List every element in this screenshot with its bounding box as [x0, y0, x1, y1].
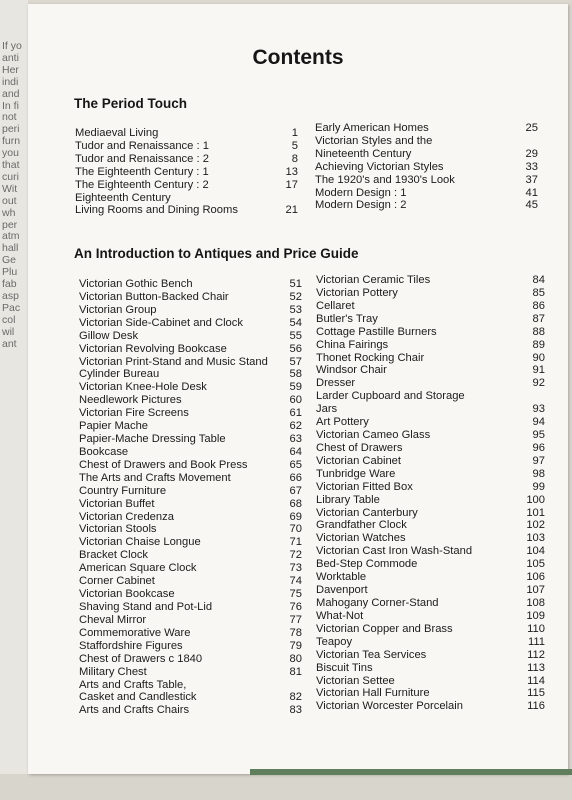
toc-entry-title: Eighteenth Century — [75, 191, 171, 204]
facing-page-text-fragment: In fi — [2, 99, 19, 112]
toc-entry-title: Victorian Styles and the — [315, 134, 433, 147]
toc-entry-page-number: 82 — [289, 691, 302, 704]
toc-entry-title: Biscuit Tins — [316, 661, 373, 674]
toc-entry-page-number: 66 — [289, 471, 302, 484]
toc-entry-title: Victorian Canterbury — [316, 506, 418, 519]
cover-edge — [250, 769, 572, 775]
toc-entry-title: Corner Cabinet — [79, 575, 155, 588]
toc-entry-title: Victorian Watches — [316, 532, 406, 545]
toc-entry-page-number: 106 — [526, 571, 545, 584]
facing-page-text-fragment: fab — [2, 278, 17, 290]
facing-page-text-fragment: indi — [2, 75, 19, 88]
facing-page-text-fragment: per — [2, 218, 18, 231]
toc-entry-title: Nineteenth Century — [315, 147, 412, 160]
toc-entry-title: Needlework Pictures — [79, 394, 182, 407]
toc-entry-page-number: 94 — [532, 416, 545, 429]
facing-page-text-fragment: ant — [2, 337, 17, 350]
toc-entry-title: Modern Design : 2 — [315, 199, 407, 212]
toc-entry-title: China Fairings — [316, 338, 389, 351]
toc-entry-page-number: 56 — [289, 342, 302, 355]
toc-entry-page-number: 69 — [289, 510, 302, 523]
toc-entry-title: Country Furniture — [79, 484, 167, 497]
toc-entry-title: Arts and Crafts Chairs — [79, 704, 190, 717]
toc-entry-page-number: 51 — [289, 278, 302, 290]
toc-entry-title: Davenport — [316, 584, 368, 597]
toc-entry-title: Teapoy — [316, 635, 353, 648]
toc-entry-title: Victorian Pottery — [316, 286, 398, 299]
toc-entry-title: Victorian Fire Screens — [79, 407, 189, 420]
toc-entry-page-number: 65 — [289, 458, 302, 471]
toc-entry-title: Thonet Rocking Chair — [316, 351, 425, 364]
toc-entry-title: Victorian Print-Stand and Music Stand — [79, 355, 268, 368]
toc-entry-page-number: 85 — [532, 286, 545, 299]
toc-entry-page-number: 74 — [289, 575, 302, 588]
toc-entry-page-number: 86 — [532, 299, 545, 312]
toc-entry-title: Papier Mache — [79, 420, 149, 433]
toc-entry-page-number: 110 — [527, 622, 545, 635]
toc-entry-title: Windsor Chair — [316, 364, 387, 377]
toc-entry-title: Victorian Side-Cabinet and Clock — [79, 316, 243, 329]
toc-entry-title: Chest of Drawers c 1840 — [79, 652, 203, 665]
facing-page-text-fragment: not — [2, 111, 17, 124]
section-heading-antiques: An Introduction to Antiques and Price Guide — [74, 246, 359, 261]
toc-entry-page-number: 93 — [532, 403, 545, 416]
toc-entry-page-number: 102 — [526, 519, 545, 532]
toc-entry-page-number: 77 — [289, 613, 302, 626]
toc-entry-page-number: 60 — [289, 394, 302, 407]
toc-entry-title: Gillow Desk — [79, 329, 139, 342]
toc-entry-title: Mahogany Corner-Stand — [316, 597, 439, 609]
toc-entry-title: Victorian Cast Iron Wash-Stand — [316, 545, 473, 558]
toc-entry-title: Tudor and Renaissance : 2 — [75, 152, 209, 165]
toc-entry-title: What-Not — [316, 609, 364, 622]
toc-entry-title: Cheval Mirror — [79, 613, 147, 626]
toc-entry-page-number: 21 — [285, 204, 298, 217]
facing-page-text-fragment: peri — [2, 123, 20, 136]
facing-page-text-fragment: wil — [2, 325, 15, 338]
toc-entry-title: Victorian Revolving Bookcase — [79, 342, 227, 355]
facing-page-text-fragment: curi — [2, 170, 19, 183]
toc-entry-title: Victorian Cameo Glass — [316, 429, 431, 442]
toc-entry-page-number: 13 — [285, 165, 298, 178]
toc-entry-page-number: 33 — [525, 160, 538, 173]
toc-entry-title: Chest of Drawers and Book Press — [79, 458, 248, 471]
toc-entry-page-number: 97 — [532, 454, 545, 467]
toc-entry-title: Casket and Candlestick — [79, 691, 197, 704]
facing-page-text-fragment: anti — [2, 51, 19, 64]
toc-entry-title: Victorian Group — [79, 303, 157, 316]
toc-entry-page-number: 75 — [289, 588, 302, 601]
toc-entry-title: Modern Design : 1 — [315, 186, 407, 199]
toc-entry-title: Victorian Worcester Porcelain — [316, 700, 463, 713]
toc-entry-title: Early American Homes — [315, 122, 429, 134]
facing-page-text-fragment: Ge — [2, 254, 17, 267]
toc-entry-page-number: 99 — [532, 480, 545, 493]
toc-entry-page-number: 107 — [526, 584, 545, 597]
facing-page-text-fragment: col — [2, 313, 16, 326]
toc-entry-title: Bracket Clock — [79, 549, 149, 562]
toc-entry-title: Victorian Stools — [79, 523, 157, 536]
toc-entry-title: The Arts and Crafts Movement — [79, 471, 231, 484]
toc-entry-title: Staffordshire Figures — [79, 639, 183, 652]
toc-entry-page-number: 103 — [526, 532, 545, 545]
page-title: Contents — [252, 46, 344, 69]
toc-entry-page-number: 78 — [289, 626, 302, 639]
toc-entry-title: Achieving Victorian Styles — [315, 160, 444, 173]
toc-entry-title: Mediaeval Living — [75, 127, 159, 139]
toc-entry-page-number: 41 — [525, 186, 538, 199]
facing-page-text-fragment: you — [2, 147, 19, 160]
toc-entry-page-number: 114 — [527, 674, 545, 687]
toc-entry-page-number: 104 — [526, 545, 545, 558]
toc-entry-page-number: 109 — [526, 609, 545, 622]
toc-entry-title: Shaving Stand and Pot-Lid — [79, 601, 213, 613]
facing-page-text-fragment: Her — [2, 63, 19, 76]
background-surface — [0, 774, 572, 800]
toc-entry-title: American Square Clock — [79, 562, 197, 575]
toc-entry-title: The Eighteenth Century : 1 — [75, 165, 209, 178]
toc-entry-page-number: 71 — [289, 536, 302, 549]
toc-entry-title: Victorian Credenza — [79, 510, 174, 523]
facing-page-text-fragment: Wit — [2, 182, 18, 195]
toc-entry-page-number: 87 — [532, 312, 545, 325]
toc-entry-page-number: 115 — [527, 687, 545, 700]
toc-entry-title: Living Rooms and Dining Rooms — [75, 204, 238, 217]
toc-entry-page-number: 37 — [525, 173, 538, 186]
toc-entry-page-number: 63 — [289, 433, 302, 446]
toc-entry-page-number: 88 — [532, 325, 545, 338]
section-heading-period-touch: The Period Touch — [74, 96, 188, 111]
toc-entry-page-number: 55 — [289, 329, 302, 342]
toc-entry-title: The Eighteenth Century : 2 — [75, 178, 209, 191]
toc-entry-title: Dresser — [316, 377, 356, 390]
facing-page-text-fragment: that — [2, 159, 20, 171]
toc-entry-title: Victorian Copper and Brass — [316, 622, 453, 635]
facing-page-text-fragment: asp — [2, 289, 19, 302]
toc-entry-title: Victorian Ceramic Tiles — [316, 274, 431, 286]
toc-entry-title: Cylinder Bureau — [79, 368, 160, 381]
facing-page-text-fragment: If yo — [2, 40, 22, 52]
toc-entry-title: Chest of Drawers — [316, 441, 403, 454]
toc-entry-page-number: 101 — [526, 506, 545, 519]
toc-entry-title: Arts and Crafts Table, — [79, 678, 187, 691]
toc-entry-page-number: 61 — [289, 407, 302, 420]
toc-entry-title: Victorian Chaise Longue — [79, 536, 201, 549]
toc-entry-title: Grandfather Clock — [316, 519, 407, 532]
toc-entry-page-number: 17 — [285, 178, 298, 191]
facing-page-text-fragment: hall — [2, 242, 19, 255]
toc-entry-page-number: 113 — [527, 661, 545, 674]
toc-entry-page-number: 52 — [289, 290, 302, 303]
toc-entry-title: Bed-Step Commode — [316, 558, 418, 571]
facing-page-text-fragment: Plu — [2, 266, 18, 279]
toc-entry-page-number: 91 — [532, 364, 545, 377]
toc-entry-page-number: 111 — [527, 635, 545, 648]
toc-entry-title: Victorian Fitted Box — [316, 480, 413, 493]
toc-entry-page-number: 72 — [289, 549, 302, 562]
toc-entry-page-number: 45 — [525, 199, 538, 212]
toc-entry-page-number: 1 — [291, 127, 298, 139]
toc-entry-page-number: 76 — [289, 601, 302, 613]
toc-entry-title: Worktable — [316, 571, 367, 584]
toc-entry-title: Military Chest — [79, 665, 147, 678]
facing-page-text-fragment: atm — [2, 230, 20, 243]
toc-entry-page-number: 100 — [526, 493, 545, 506]
toc-entry-title: Cellaret — [316, 299, 355, 312]
facing-page-text-fragment: and — [2, 87, 20, 100]
toc-entry-page-number: 25 — [525, 122, 538, 134]
facing-page-text-fragment: wh — [2, 206, 16, 219]
toc-entry-page-number: 68 — [289, 497, 302, 510]
toc-entry-title: Cottage Pastille Burners — [316, 325, 437, 338]
toc-entry-page-number: 108 — [526, 597, 545, 609]
toc-entry-page-number: 116 — [527, 700, 545, 713]
toc-entry-page-number: 84 — [532, 274, 545, 286]
toc-entry-title: Victorian Gothic Bench — [79, 278, 193, 290]
toc-entry-page-number: 54 — [289, 316, 302, 329]
toc-entry-title: Victorian Knee-Hole Desk — [79, 381, 207, 394]
toc-entry-page-number: 80 — [289, 652, 302, 665]
toc-entry-title: Bookcase — [79, 445, 129, 458]
toc-entry-title: Victorian Buffet — [79, 497, 155, 510]
toc-entry-page-number: 90 — [532, 351, 545, 364]
toc-entry-page-number: 98 — [532, 467, 545, 480]
toc-entry-page-number: 8 — [291, 152, 298, 165]
toc-entry-title: Commemorative Ware — [79, 626, 191, 639]
toc-entry-title: The 1920's and 1930's Look — [315, 173, 455, 186]
toc-entry-title: Victorian Tea Services — [316, 648, 427, 661]
toc-entry-title: Art Pottery — [316, 416, 369, 429]
toc-entry-page-number: 79 — [289, 639, 302, 652]
toc-entry-title: Victorian Cabinet — [316, 454, 401, 467]
toc-entry-title: Larder Cupboard and Storage — [316, 390, 465, 403]
facing-page-text-fragment: Pac — [2, 301, 21, 314]
toc-entry-page-number: 29 — [525, 147, 538, 160]
toc-entry-page-number: 83 — [289, 704, 302, 717]
toc-entry-title: Butler's Tray — [316, 312, 378, 325]
toc-entry-page-number: 5 — [291, 139, 298, 152]
toc-entry-page-number: 59 — [289, 381, 302, 394]
facing-page-strip — [0, 0, 28, 800]
toc-entry-page-number: 96 — [532, 441, 545, 454]
toc-entry-title: Victorian Settee — [316, 674, 395, 687]
toc-entry-page-number: 62 — [289, 420, 302, 433]
toc-entry-title: Tudor and Renaissance : 1 — [75, 139, 209, 152]
toc-entry-title: Library Table — [316, 493, 380, 506]
toc-entry-page-number: 67 — [289, 484, 302, 497]
toc-entry-page-number: 89 — [532, 338, 545, 351]
toc-entry-title: Papier-Mache Dressing Table — [79, 433, 226, 446]
toc-entry-page-number: 105 — [526, 558, 545, 571]
facing-page-text-fragment: out — [2, 194, 17, 207]
toc-entry-page-number: 53 — [289, 303, 302, 316]
toc-entry-title: Victorian Bookcase — [79, 588, 175, 601]
toc-entry-title: Tunbridge Ware — [316, 467, 396, 480]
facing-page-text-fragment: furn — [2, 135, 21, 148]
toc-entry-page-number: 73 — [289, 562, 302, 575]
toc-entry-page-number: 81 — [289, 665, 302, 678]
toc-entry-page-number: 112 — [527, 648, 545, 661]
toc-entry-page-number: 92 — [532, 377, 545, 390]
toc-entry-title: Victorian Hall Furniture — [316, 687, 430, 700]
contents-page — [28, 4, 568, 774]
toc-entry-page-number: 58 — [289, 368, 302, 381]
toc-entry-page-number: 64 — [289, 445, 302, 458]
toc-entry-page-number: 95 — [532, 429, 545, 442]
toc-entry-title: Jars — [316, 403, 338, 416]
toc-entry-page-number: 70 — [289, 523, 302, 536]
toc-entry-title: Victorian Button-Backed Chair — [79, 290, 229, 303]
toc-entry-page-number: 57 — [289, 355, 302, 368]
